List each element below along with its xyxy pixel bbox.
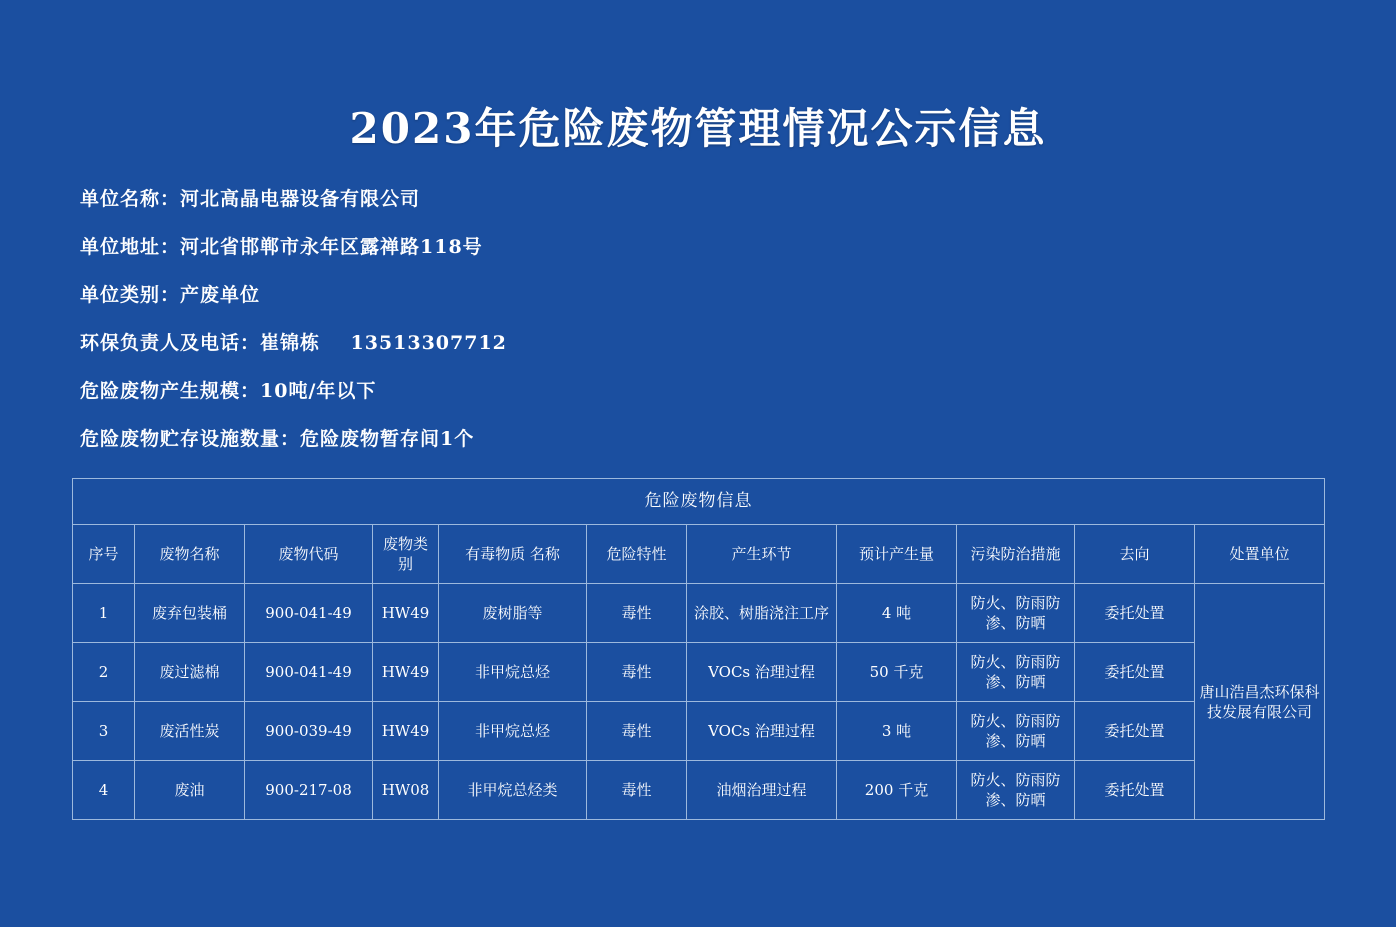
cell-name: 废弃包装桶 bbox=[135, 584, 245, 643]
cell-disposal-unit: 唐山浩昌杰环保科技发展有限公司 bbox=[1195, 584, 1325, 820]
table-row bbox=[73, 643, 1325, 702]
info-company-name bbox=[72, 190, 1324, 209]
info-storage-facilities bbox=[72, 430, 1324, 449]
info-waste-scale-value: 10吨/年以下 bbox=[260, 380, 377, 402]
cell-category: HW49 bbox=[373, 702, 439, 761]
cell-category: HW49 bbox=[373, 643, 439, 702]
column-header-amount: 预计产生量 bbox=[837, 524, 957, 584]
cell-stage: VOCs 治理过程 bbox=[687, 702, 837, 761]
info-contact-label: 环保负责人及电话： bbox=[80, 332, 261, 354]
page-title: 2023年危险废物管理情况公示信息 bbox=[349, 104, 1047, 153]
info-waste-scale-label: 危险废物产生规模： bbox=[80, 380, 261, 402]
column-header-control: 污染防治措施 bbox=[957, 524, 1075, 584]
cell-no: 4 bbox=[73, 761, 135, 820]
cell-control: 防火、防雨防渗、防晒 bbox=[957, 584, 1075, 643]
info-company-category-value: 产废单位 bbox=[180, 284, 261, 306]
cell-hazard: 毒性 bbox=[587, 761, 687, 820]
column-header-destination: 去向 bbox=[1075, 524, 1195, 584]
cell-hazard: 毒性 bbox=[587, 702, 687, 761]
info-company-category bbox=[72, 286, 1324, 305]
info-company-address-label: 单位地址： bbox=[80, 236, 181, 258]
column-header-hazard: 危险特性 bbox=[587, 524, 687, 584]
cell-amount: 200 千克 bbox=[837, 761, 957, 820]
cell-stage: 涂胶、树脂浇注工序 bbox=[687, 584, 837, 643]
hazardous-waste-table-wrapper bbox=[72, 478, 1324, 820]
hazardous-waste-table bbox=[72, 478, 1325, 820]
info-contact bbox=[72, 334, 1324, 353]
cell-toxic: 非甲烷总烃 bbox=[439, 643, 587, 702]
cell-amount: 3 吨 bbox=[837, 702, 957, 761]
cell-control: 防火、防雨防渗、防晒 bbox=[957, 643, 1075, 702]
info-storage-facilities-value: 危险废物暂存间1个 bbox=[300, 428, 475, 450]
cell-code: 900-039-49 bbox=[245, 702, 373, 761]
cell-hazard: 毒性 bbox=[587, 643, 687, 702]
column-header-no: 序号 bbox=[73, 524, 135, 584]
table-row bbox=[73, 761, 1325, 820]
info-company-name-value: 河北高晶电器设备有限公司 bbox=[180, 188, 421, 210]
cell-code: 900-041-49 bbox=[245, 584, 373, 643]
cell-category: HW08 bbox=[373, 761, 439, 820]
cell-amount: 50 千克 bbox=[837, 643, 957, 702]
company-info-list bbox=[72, 190, 1324, 449]
info-company-address-value: 河北省邯郸市永年区露禅路118号 bbox=[180, 236, 483, 258]
table-row bbox=[73, 584, 1325, 643]
table-body bbox=[73, 584, 1325, 820]
cell-hazard: 毒性 bbox=[587, 584, 687, 643]
cell-toxic: 废树脂等 bbox=[439, 584, 587, 643]
column-header-code: 废物代码 bbox=[245, 524, 373, 584]
table-band-row bbox=[73, 479, 1325, 525]
cell-no: 1 bbox=[73, 584, 135, 643]
cell-stage: VOCs 治理过程 bbox=[687, 643, 837, 702]
cell-no: 2 bbox=[73, 643, 135, 702]
cell-name: 废过滤棉 bbox=[135, 643, 245, 702]
cell-toxic: 非甲烷总烃 bbox=[439, 702, 587, 761]
cell-control: 防火、防雨防渗、防晒 bbox=[957, 761, 1075, 820]
cell-amount: 4 吨 bbox=[837, 584, 957, 643]
cell-destination: 委托处置 bbox=[1075, 584, 1195, 643]
cell-category: HW49 bbox=[373, 584, 439, 643]
cell-destination: 委托处置 bbox=[1075, 761, 1195, 820]
column-header-stage: 产生环节 bbox=[687, 524, 837, 584]
table-row bbox=[73, 702, 1325, 761]
cell-stage: 油烟治理过程 bbox=[687, 761, 837, 820]
cell-destination: 委托处置 bbox=[1075, 643, 1195, 702]
table-head bbox=[73, 479, 1325, 584]
cell-name: 废油 bbox=[135, 761, 245, 820]
cell-name: 废活性炭 bbox=[135, 702, 245, 761]
cell-code: 900-041-49 bbox=[245, 643, 373, 702]
column-header-category: 废物类别 bbox=[373, 524, 439, 584]
column-header-toxic: 有毒物质 名称 bbox=[439, 524, 587, 584]
info-company-category-label: 单位类别： bbox=[80, 284, 181, 306]
info-company-name-label: 单位名称： bbox=[80, 188, 181, 210]
cell-code: 900-217-08 bbox=[245, 761, 373, 820]
cell-destination: 委托处置 bbox=[1075, 702, 1195, 761]
table-band-title: 危险废物信息 bbox=[73, 479, 1325, 525]
info-contact-value: 崔锦栋 13513307712 bbox=[260, 332, 507, 354]
column-header-disposal-unit: 处置单位 bbox=[1195, 524, 1325, 584]
cell-control: 防火、防雨防渗、防晒 bbox=[957, 702, 1075, 761]
table-header-row bbox=[73, 524, 1325, 584]
info-company-address bbox=[72, 238, 1324, 257]
cell-toxic: 非甲烷总烃类 bbox=[439, 761, 587, 820]
column-header-name: 废物名称 bbox=[135, 524, 245, 584]
info-waste-scale bbox=[72, 382, 1324, 401]
info-storage-facilities-label: 危险废物贮存设施数量： bbox=[80, 428, 301, 450]
cell-no: 3 bbox=[73, 702, 135, 761]
